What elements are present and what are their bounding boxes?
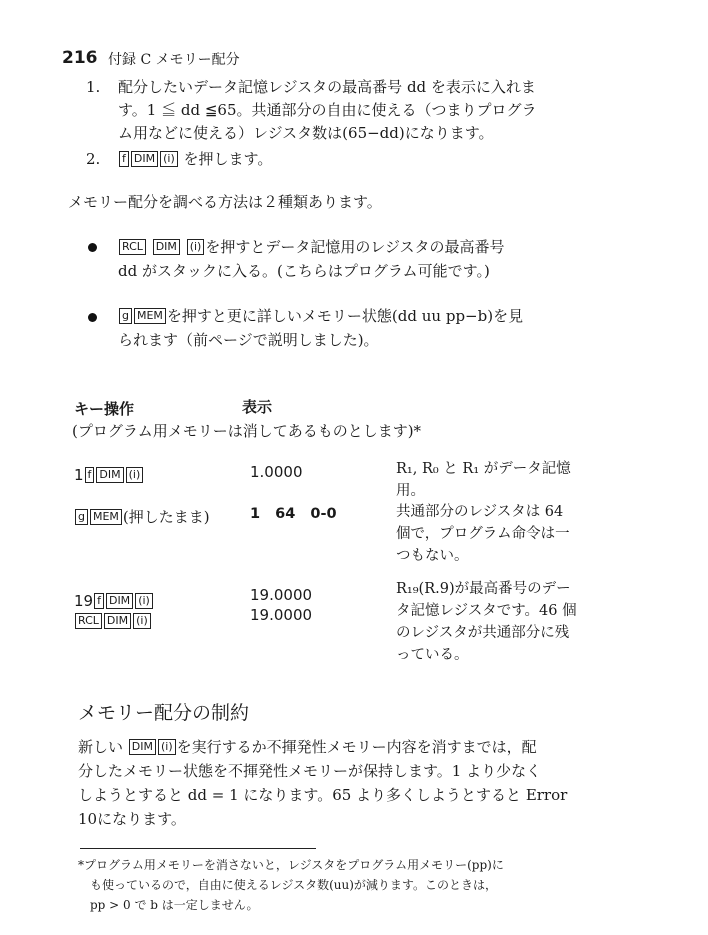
key-f: f	[94, 593, 104, 609]
key-i: (i)	[187, 239, 205, 255]
step-number: 2.	[86, 150, 101, 168]
paragraph-line: 10になります。	[78, 810, 186, 828]
bullet-text: を押すと更に詳しいメモリー状態(dd uu pp−b)を見	[166, 307, 524, 325]
key-dim: DIM	[96, 467, 123, 483]
bullet-line: られます（前ページで説明しました)。	[118, 331, 379, 349]
row-description-line: R₁₉(R.9)が最高番号のデー	[396, 581, 571, 597]
key-mem: MEM	[90, 509, 122, 525]
key-g: g	[75, 509, 88, 525]
key-i: (i)	[133, 613, 151, 629]
bullet-dot	[88, 313, 97, 322]
row-description-line: 個で，プログラム命令は一	[396, 526, 570, 542]
display-value: 1 64 0-0	[250, 506, 337, 522]
bullet-line: dd がスタックに入る。(こちらはプログラム可能です。)	[118, 262, 490, 280]
table-note: (プログラム用メモリーは消してあるものとします)*	[72, 422, 422, 440]
row-description-line: っている。	[396, 647, 469, 663]
column-header-keys: キー操作	[74, 400, 135, 418]
key-rcl: RCL	[119, 239, 146, 255]
key-dim: DIM	[129, 739, 156, 755]
footnote-line: も使っているので，自由に使えるレジスタ数(uu)が減ります。このときは，	[90, 878, 497, 892]
key-rcl: RCL	[75, 613, 102, 629]
method-intro: メモリー配分を調べる方法は２種類あります。	[68, 193, 382, 211]
section-heading: メモリー配分の制約	[78, 702, 250, 724]
key-mem: MEM	[134, 308, 166, 324]
key-f: f	[119, 151, 129, 167]
step-text-line: 配分したいデータ記憶レジスタの最高番号 dd を表示に入れま	[118, 78, 536, 96]
footnote-rule	[80, 848, 316, 849]
key-suffix: (押したまま)	[122, 508, 210, 526]
key-dim: DIM	[104, 613, 131, 629]
key-i: (i)	[135, 593, 153, 609]
row-description-line: のレジスタが共通部分に残	[396, 625, 570, 641]
paragraph-line: しようとすると dd = 1 になります。65 より多くしようとすると Error	[78, 786, 568, 804]
key-dim: DIM	[153, 239, 180, 255]
key-dim: DIM	[131, 151, 158, 167]
key-dim: DIM	[106, 593, 133, 609]
table-row-keys: 19 f DIM (i)	[74, 590, 154, 612]
step-keys	[118, 148, 272, 170]
footnote-line: pp > 0 で b は一定しません。	[90, 898, 259, 912]
bullet-dot	[88, 243, 97, 252]
table-row-keys: 1 f DIM (i)	[74, 464, 144, 486]
display-value: 19.0000	[250, 586, 313, 604]
key-f: f	[85, 467, 95, 483]
bullet-line	[118, 236, 505, 258]
running-title: 付録 C メモリー配分	[108, 52, 240, 68]
row-description-line: 用。	[396, 483, 425, 499]
bullet-line	[118, 305, 523, 327]
paragraph-line: 分したメモリー状態を不揮発性メモリーが保持します。1 より少なく	[78, 762, 542, 780]
table-row-keys	[74, 610, 152, 632]
key-i: (i)	[160, 151, 178, 167]
row-description-line: つもない。	[396, 548, 469, 564]
key-g: g	[119, 308, 132, 324]
row-description-line: タ記憶レジスタです。46 個	[396, 603, 577, 619]
table-row-keys	[74, 506, 210, 528]
column-header-display: 表示	[242, 398, 273, 416]
step-text-line: ム用などに使える）レジスタ数は(65−dd)になります。	[118, 124, 494, 142]
footnote-line: *プログラム用メモリーを消さないと，レジスタをプログラム用メモリー(pp)に	[78, 858, 504, 872]
page-number: 216	[62, 48, 98, 68]
step-text-line: す。1 ≦ dd ≦65。共通部分の自由に使える（つまりプログラ	[118, 101, 537, 119]
row-description-line: R₁, R₀ と R₁ がデータ記憶	[396, 461, 571, 477]
key-i: (i)	[126, 467, 144, 483]
bullet-text: を押すとデータ記憶用のレジスタの最高番号	[205, 238, 505, 256]
key-i: (i)	[158, 739, 176, 755]
paragraph-line: 新しい DIM (i) を実行するか不揮発性メモリー内容を消すまでは，配	[78, 738, 537, 756]
step-text: を押します。	[183, 150, 273, 168]
display-value: 1.0000	[250, 463, 303, 481]
display-value: 19.0000	[250, 606, 313, 624]
row-description-line: 共通部分のレジスタは 64	[396, 504, 564, 520]
step-number: 1.	[86, 78, 101, 96]
